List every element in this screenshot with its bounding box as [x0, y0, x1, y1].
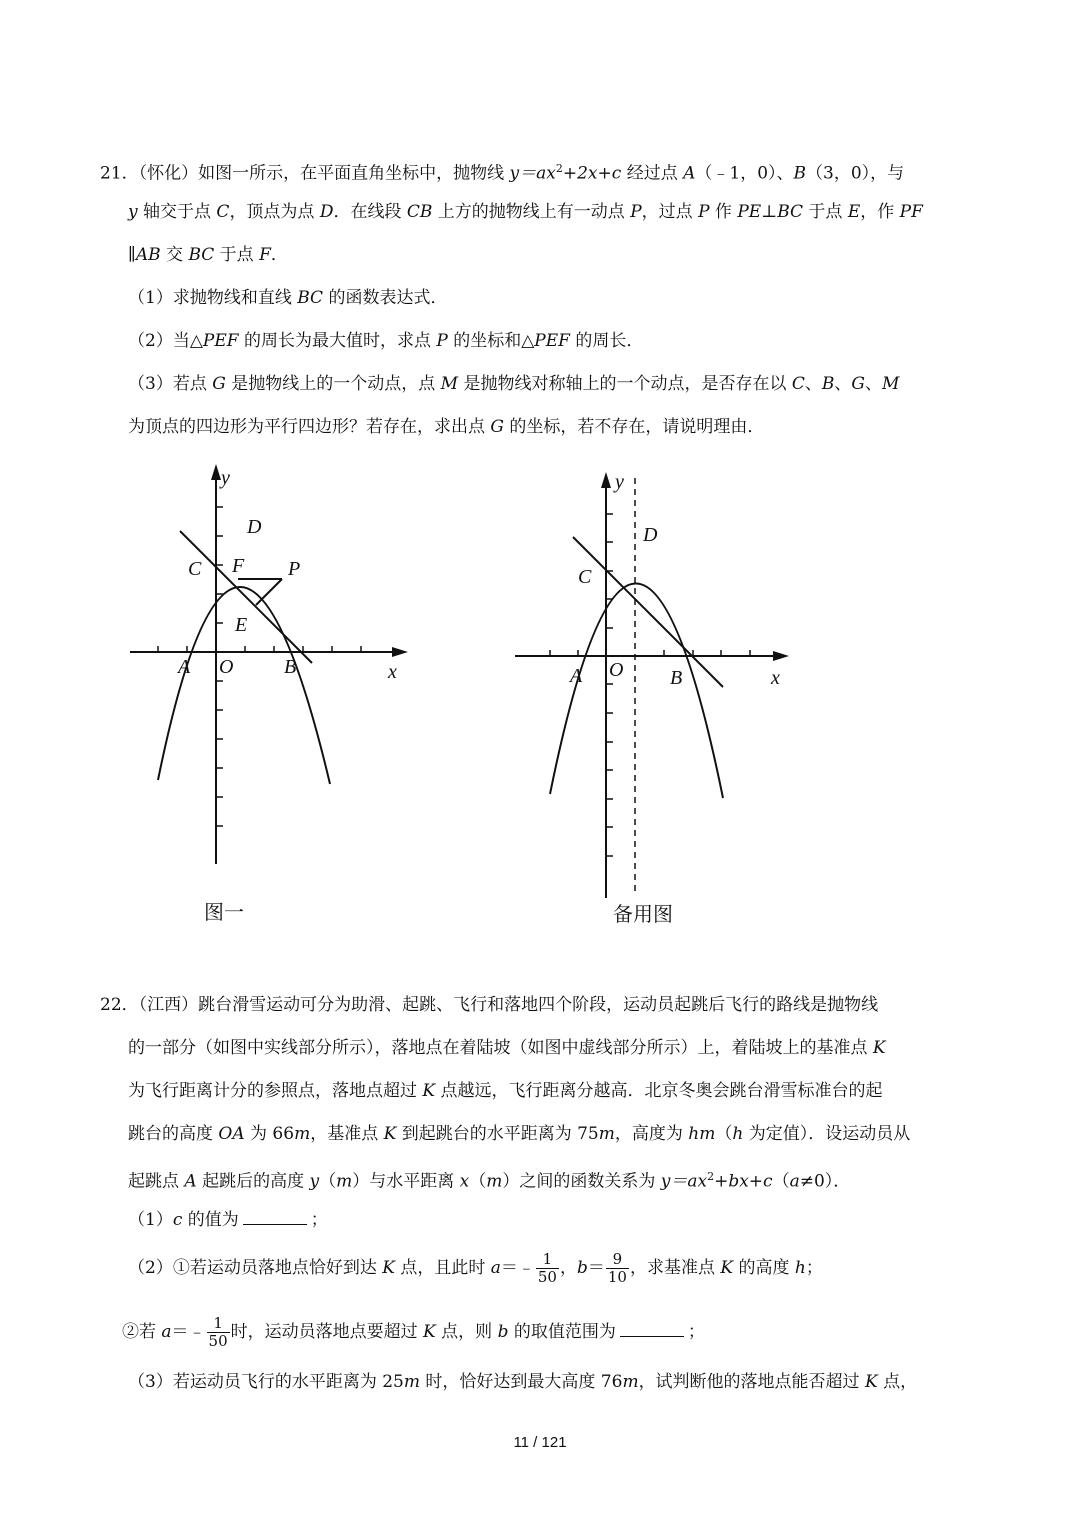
fig2-line-BC	[573, 537, 723, 687]
fig1-label-C: C	[188, 558, 202, 580]
fig1-y-arrow	[211, 464, 221, 480]
q22-line-1: 22．（江西）跳台滑雪运动可分为助滑、起跳、飞行和落地四个阶段，运动员起跳后飞行的路线是抛物线	[100, 995, 879, 1015]
fig2-label-D: D	[643, 524, 658, 546]
fig1-label-D: D	[247, 516, 262, 538]
fig1-x-arrow	[392, 647, 408, 657]
q21-line-3: ∥AB 交 BC 于点 F．	[128, 245, 288, 265]
fig2-label-C: C	[578, 566, 592, 588]
q22-line-5: 起跳点 A 起跳后的高度 y（m）与水平距离 x（m）之间的函数关系为 $y=ax^2+bx+c(a\ne 0)$．	[128, 1170, 851, 1192]
q21-line-1: 21．（怀化）如图一所示，在平面直角坐标中，抛物线 $y=ax^2+2x+c$ 经过点 A（﹣1，0）、B（3，0），与	[100, 162, 905, 184]
answer-blank-2[interactable]	[620, 1322, 684, 1337]
fig1-label-P: P	[288, 558, 301, 580]
fig2-label-y: y	[615, 471, 624, 493]
fig1-label-A: A	[178, 656, 191, 678]
page-number: 11 / 121	[513, 1434, 567, 1451]
q22-line-3: 为飞行距离计分的参照点，落地点超过 K 点越远，飞行距离分越高．北京冬奥会跳台滑雪标准台的起	[128, 1081, 883, 1101]
fig1-label-E: E	[235, 614, 248, 636]
fig1-label-x: x	[388, 661, 397, 683]
answer-blank-1[interactable]	[243, 1210, 307, 1225]
q22-sub-2: （2）①若运动员落地点恰好到达 K 点，且此时 a＝﹣ $\frac{1}{50}$ ，b＝ $\frac{9}{10}$ ，求基准点 K 的高度 h；	[128, 1250, 823, 1286]
q21-number: 21．	[100, 163, 139, 184]
fig1-label-B: B	[284, 656, 297, 678]
fig2-parabola	[550, 583, 723, 798]
q21-part-3: （3）若点 G 是抛物线上的一个动点，点 M 是抛物线对称轴上的一个动点，是否存在以 C、B、G、M	[128, 374, 900, 394]
fig1-label-F: F	[232, 555, 245, 577]
fig1-label-O: O	[219, 656, 234, 678]
fig2-caption: 备用图	[613, 904, 673, 926]
q21-part-1: （1）求抛物线和直线 BC 的函数表达式．	[128, 288, 448, 308]
q21-line-2: y 轴交于点 C，顶点为点 D．在线段 CB 上方的抛物线上有一动点 P，过点 P 作 PE⊥BC 于点 E，作 PF	[128, 202, 923, 222]
fig1-caption: 图一	[204, 902, 244, 924]
fig2-label-O: O	[609, 659, 624, 681]
fig1-label-y: y	[221, 467, 230, 489]
fig2-label-x: x	[771, 667, 780, 689]
fig1-segment-PE	[256, 579, 282, 605]
fig2-label-B: B	[670, 667, 683, 689]
fig2-y-arrow	[601, 472, 611, 488]
fraction-a2: $\frac{1}{50}$	[208, 1314, 228, 1350]
fraction-b: $\frac{9}{10}$	[607, 1250, 627, 1286]
q22-line-4: 跳台的高度 OA 为 66m，基准点 K 到起跳台的水平距离为 75m，高度为 hm（h 为定值）．设运动员从	[128, 1124, 911, 1144]
q22-sub-2b: ②若 a＝﹣ $\frac{1}{50}$ 时，运动员落地点要超过 K 点，则 b 的取值范围为 ；	[122, 1314, 705, 1350]
fraction-a: $\frac{1}{50}$	[537, 1250, 557, 1286]
fig1-line-BC	[180, 531, 312, 663]
figure-2	[505, 466, 805, 946]
fig2-label-A: A	[570, 665, 583, 687]
q22-sub-1: （1）c 的值为 ；	[128, 1210, 328, 1230]
q22-sub-3: （3）若运动员飞行的水平距离为 25m 时，恰好达到最大高度 76m，试判断他的落地点能否超过 K 点，	[128, 1372, 918, 1392]
fig2-x-arrow	[773, 651, 789, 661]
figure-1	[120, 458, 420, 938]
q21-part-2: （2）当△PEF 的周长为最大值时，求点 P 的坐标和△PEF 的周长．	[128, 331, 644, 351]
q21-part-3-cont: 为顶点的四边形为平行四边形？若存在，求出点 G 的坐标，若不存在，请说明理由．	[128, 417, 765, 437]
q22-number: 22．	[100, 995, 139, 1015]
q22-line-2: 的一部分（如图中实线部分所示），落地点在着陆坡（如图中虚线部分所示）上，着陆坡上的基准点 K	[128, 1038, 886, 1058]
